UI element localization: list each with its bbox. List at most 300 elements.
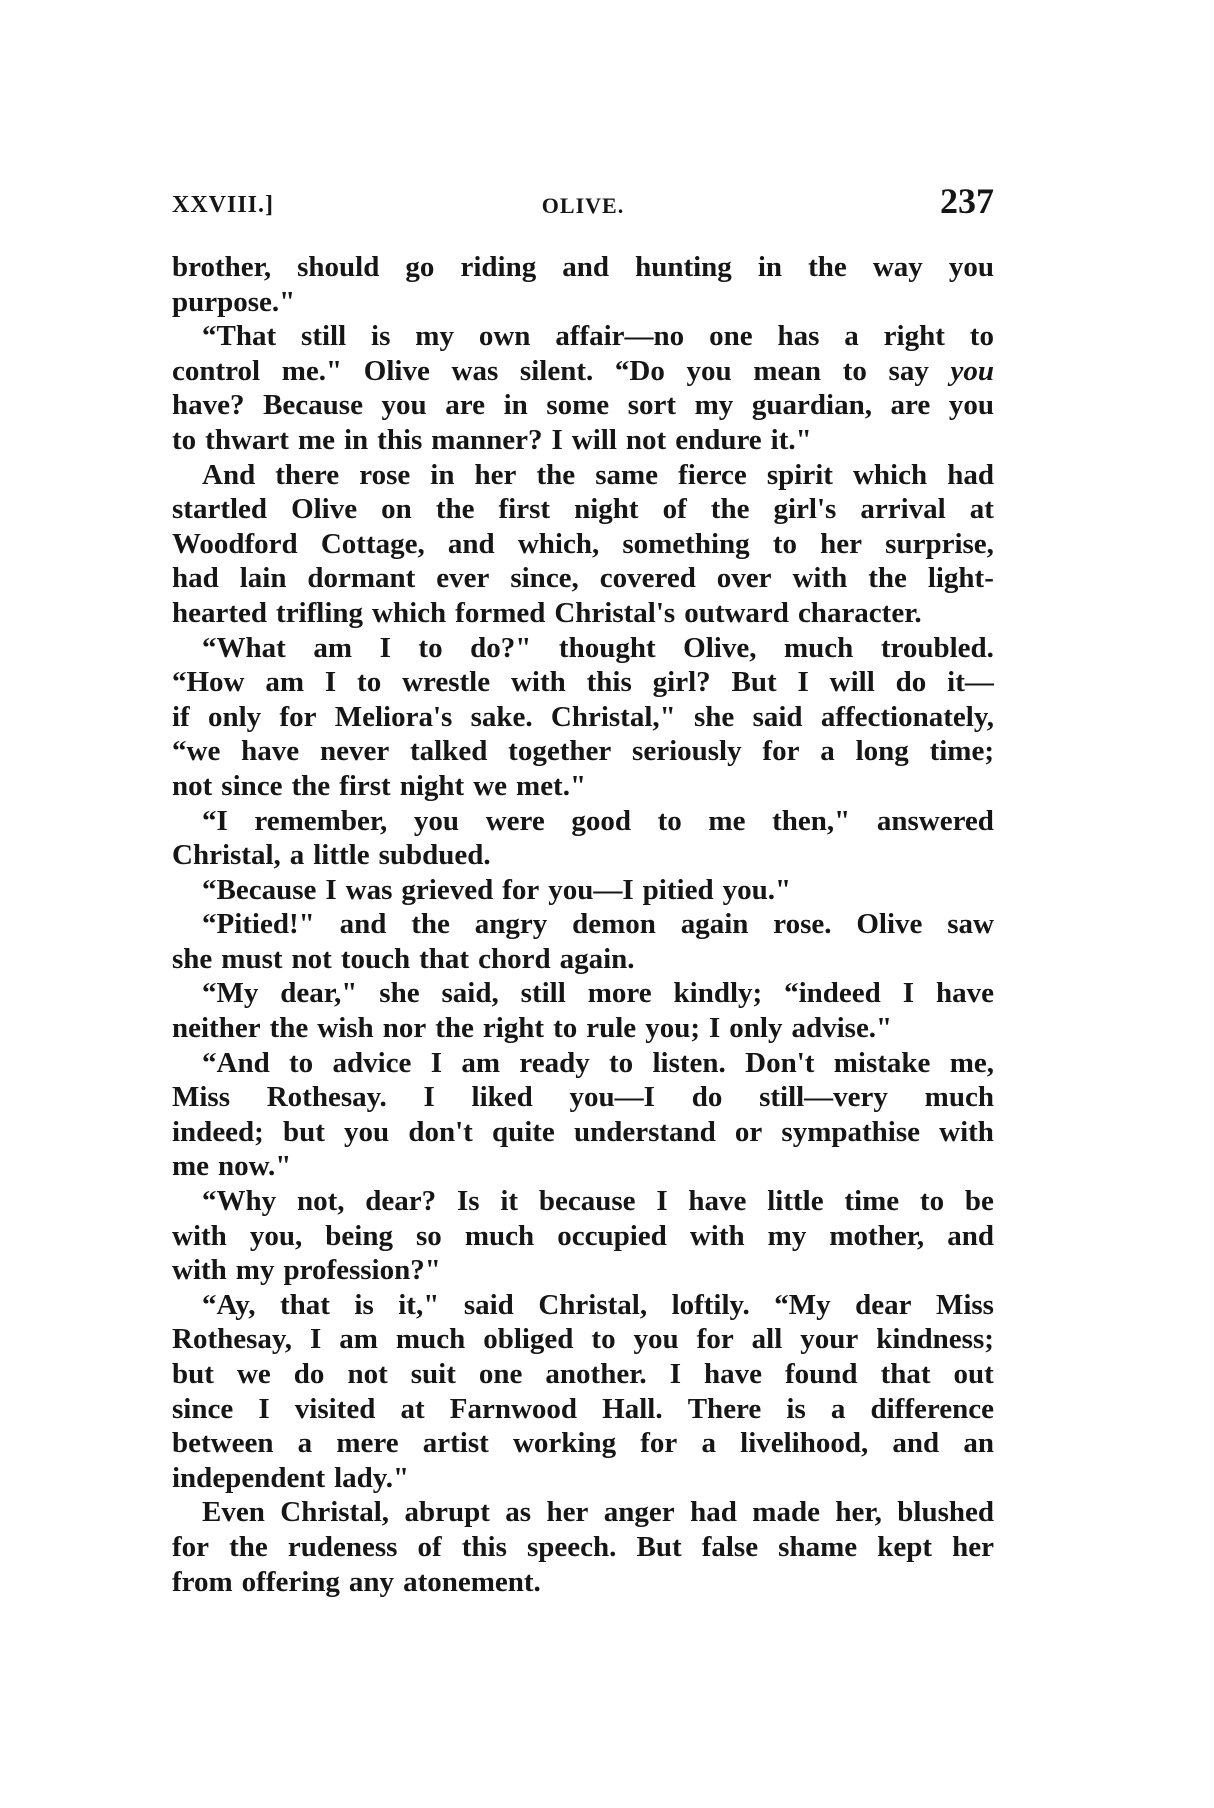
word: listen.: [652, 1046, 726, 1079]
text-line: [172, 1565, 994, 1600]
text-line: [172, 769, 994, 804]
word: not: [625, 423, 667, 456]
word: girl's: [773, 493, 837, 526]
word: much: [784, 631, 854, 664]
word: independent: [172, 1461, 326, 1494]
text-line: [172, 1149, 994, 1184]
word: in: [343, 423, 369, 456]
word: for: [502, 873, 540, 906]
word: it—: [947, 666, 994, 699]
word: profession?": [283, 1254, 441, 1287]
word: control: [172, 354, 261, 387]
word: Christal,: [538, 1288, 648, 1321]
word: trifling: [276, 596, 364, 629]
word: the: [536, 458, 576, 491]
word: “Pitied!": [202, 908, 315, 941]
text-line: [172, 1184, 994, 1219]
word: am: [313, 631, 353, 664]
word: remember,: [254, 804, 388, 837]
word: advice: [332, 1046, 412, 1079]
word: my: [694, 389, 734, 422]
word: sake.: [470, 700, 533, 733]
word: again.: [559, 942, 635, 975]
word: saw: [947, 908, 994, 941]
word: hunting: [635, 251, 732, 283]
text-line: [172, 1115, 994, 1150]
word: kept: [877, 1530, 932, 1563]
word: you: [381, 389, 427, 422]
word: there: [275, 458, 340, 491]
word: found: [785, 1358, 858, 1390]
text-line: [172, 804, 994, 839]
word: much: [464, 1219, 535, 1252]
text-line: [172, 942, 994, 977]
word: never: [319, 735, 390, 768]
word: demon: [572, 908, 656, 941]
word: liked: [471, 1081, 533, 1114]
word: you: [633, 1323, 679, 1356]
word: Miss: [935, 1288, 994, 1321]
word: I: [430, 1046, 443, 1079]
text-line: [172, 423, 994, 458]
word: Olive: [363, 354, 430, 387]
word: little: [767, 1185, 824, 1218]
word: do?": [470, 631, 532, 664]
word: rose.: [773, 908, 832, 941]
text-line: [172, 388, 994, 423]
text-line: [172, 354, 994, 389]
word: am: [339, 1323, 378, 1356]
word: wrestle: [402, 666, 491, 699]
word: said: [463, 1288, 514, 1321]
word: a: [820, 735, 835, 768]
word: Farnwood: [449, 1392, 578, 1425]
word: atonement.: [403, 1565, 541, 1598]
word: endure: [675, 423, 762, 456]
word: way: [872, 251, 923, 283]
running-head: [172, 178, 994, 222]
text-line: [172, 665, 994, 700]
word: have: [241, 735, 300, 768]
word: was: [451, 354, 499, 387]
word: to: [591, 1323, 616, 1356]
word: we: [236, 1358, 271, 1390]
word: she: [379, 977, 420, 1010]
word: the: [269, 1012, 309, 1045]
word: being: [325, 1219, 393, 1252]
word: to: [172, 423, 197, 456]
word: she: [694, 700, 735, 733]
word: “we: [172, 735, 221, 768]
word: have?: [172, 389, 245, 422]
word: “How: [172, 666, 245, 699]
word: Olive: [856, 908, 923, 941]
word: has: [777, 320, 820, 353]
word: girl?: [652, 666, 711, 699]
word: which: [852, 458, 928, 491]
word: mean: [753, 354, 822, 387]
word: for: [762, 735, 800, 768]
word: in: [503, 389, 528, 422]
word: you: [948, 389, 994, 422]
text-line: [172, 1219, 994, 1254]
word: I: [551, 423, 563, 456]
word: sympathise: [781, 1115, 920, 1148]
text-line: [172, 976, 994, 1011]
word: not: [291, 942, 332, 975]
word: spirit: [766, 458, 833, 491]
word: only: [207, 700, 262, 733]
word: since,: [510, 562, 579, 595]
word: a: [830, 1392, 846, 1425]
word: I: [325, 873, 337, 906]
word: to: [919, 1185, 945, 1218]
word: but: [282, 1115, 325, 1148]
word: you: [948, 251, 994, 283]
word: which,: [517, 527, 600, 560]
word: with: [510, 666, 566, 699]
page-number: 237: [940, 181, 994, 221]
word: loftily.: [671, 1288, 750, 1321]
word: abrupt: [404, 1496, 490, 1529]
word: “Why: [202, 1185, 277, 1218]
text-line: [172, 527, 994, 562]
word: as: [505, 1496, 532, 1529]
word: don't: [408, 1115, 473, 1148]
word: at: [969, 493, 994, 526]
word: thought: [558, 631, 656, 664]
word: rule: [586, 1012, 637, 1045]
word: first: [498, 493, 551, 526]
word: had: [947, 458, 994, 491]
word: But: [636, 1530, 682, 1563]
text-line: [172, 319, 994, 354]
word: surprise,: [885, 527, 994, 560]
text-line: [172, 1253, 994, 1288]
word: visited: [294, 1392, 376, 1425]
text-line: [172, 1080, 994, 1115]
word: you.": [722, 873, 792, 906]
word: her: [474, 458, 517, 491]
word: still: [301, 320, 347, 353]
word: her: [952, 1530, 994, 1563]
text-line: [172, 1357, 994, 1392]
word: dear: [855, 1288, 912, 1321]
word: “What: [202, 631, 286, 664]
word: kindly;: [673, 977, 763, 1010]
word: with: [172, 1219, 227, 1252]
word: I: [669, 1358, 681, 1390]
word: one: [478, 1358, 523, 1390]
word: “indeed: [784, 977, 881, 1010]
word: out: [953, 1358, 994, 1390]
word: Christal,: [172, 839, 281, 872]
word: difference: [870, 1392, 994, 1425]
word: it: [500, 1185, 519, 1218]
word: character.: [797, 596, 922, 629]
word: with: [689, 1219, 745, 1252]
word: which: [372, 596, 447, 629]
word: this: [586, 666, 632, 699]
word: night: [399, 769, 465, 802]
word: you: [950, 354, 994, 387]
word: should: [297, 251, 380, 283]
text-line: [172, 838, 994, 873]
word: offering: [241, 1565, 340, 1598]
word: I: [902, 977, 915, 1010]
word: Even: [202, 1496, 265, 1529]
word: Hall.: [602, 1392, 663, 1425]
word: that: [279, 1288, 330, 1321]
word: then,": [772, 804, 851, 837]
word: kindness;: [876, 1323, 994, 1356]
word: mistake: [833, 1046, 931, 1079]
word: me: [172, 1150, 210, 1183]
text-line: [172, 1530, 994, 1565]
word: pitied: [642, 873, 714, 906]
word: suit: [410, 1358, 456, 1390]
word: speech.: [526, 1530, 617, 1563]
text-line: [172, 1288, 994, 1323]
word: am: [461, 1046, 501, 1079]
word: I: [656, 1185, 668, 1218]
word: it,": [398, 1288, 440, 1321]
running-title: OLIVE.: [541, 193, 625, 218]
word: wish: [317, 1012, 374, 1045]
word: you—I: [569, 1081, 655, 1114]
word: arrival: [860, 493, 946, 526]
word: and: [447, 527, 495, 560]
word: the: [868, 562, 907, 595]
word: troubled.: [880, 631, 994, 664]
word: own: [478, 320, 531, 353]
word: affectionately,: [820, 700, 994, 733]
text-line: [172, 1046, 994, 1081]
word: talked: [410, 735, 488, 768]
word: if: [172, 700, 190, 733]
word: will: [571, 423, 617, 456]
word: Is: [456, 1185, 480, 1218]
word: blushed: [897, 1496, 994, 1529]
word: one: [709, 320, 753, 353]
word: “And: [202, 1046, 270, 1079]
word: have: [704, 1358, 762, 1390]
word: understand: [573, 1115, 716, 1148]
word: “Ay,: [202, 1288, 256, 1321]
word: is: [786, 1392, 806, 1425]
word: with: [792, 562, 848, 595]
word: Christal's: [554, 596, 676, 629]
word: covered: [599, 562, 696, 595]
word: you: [344, 1115, 390, 1148]
word: Cottage,: [320, 527, 425, 560]
text-line: [172, 1461, 994, 1496]
word: made: [752, 1496, 820, 1529]
word: to: [357, 666, 382, 699]
word: I: [379, 631, 391, 664]
word: much: [924, 1081, 994, 1114]
word: good: [571, 804, 631, 837]
word: since: [172, 1392, 234, 1425]
word: Olive,: [683, 631, 757, 664]
word: met.": [516, 769, 587, 802]
word: Rothesay.: [266, 1081, 387, 1114]
word: dormant: [307, 562, 416, 595]
word: do: [293, 1358, 325, 1390]
word: touch: [340, 942, 411, 975]
word: it.": [770, 423, 812, 456]
word: affair—no: [555, 320, 685, 353]
word: for: [696, 1323, 734, 1356]
word: same: [595, 458, 659, 491]
word: And: [202, 458, 256, 491]
word: so: [416, 1219, 442, 1252]
word: was: [345, 873, 393, 906]
word: a: [701, 1427, 716, 1460]
word: Christal,: [280, 1496, 390, 1529]
word: in: [757, 251, 783, 283]
word: and: [339, 908, 387, 941]
word: that: [880, 1358, 931, 1390]
word: “That: [202, 320, 277, 353]
word: you—I: [548, 873, 634, 906]
word: said: [752, 700, 803, 733]
word: outward: [684, 596, 789, 629]
word: still—very: [759, 1081, 888, 1114]
word: angry: [474, 908, 548, 941]
word: do: [691, 1081, 723, 1114]
word: Meliora's: [334, 700, 453, 733]
word: and: [892, 1427, 940, 1460]
word: working: [512, 1427, 617, 1460]
text-line: [172, 561, 994, 596]
word: had: [690, 1496, 737, 1529]
word: this: [377, 423, 423, 456]
word: said,: [441, 977, 499, 1010]
word: to: [553, 1012, 578, 1045]
word: say: [888, 354, 929, 387]
word: the: [710, 493, 750, 526]
text-line: [172, 873, 994, 908]
word: you: [686, 354, 732, 387]
word: still: [520, 977, 566, 1010]
word: livelihood,: [740, 1427, 869, 1460]
word: you;: [645, 1012, 700, 1045]
word: right: [482, 1012, 545, 1045]
word: the: [291, 769, 331, 802]
word: artist: [422, 1427, 489, 1460]
word: but: [172, 1358, 214, 1390]
word: I: [258, 1392, 270, 1425]
text-line: [172, 1392, 994, 1427]
word: brother,: [172, 251, 272, 283]
word: only: [729, 1012, 783, 1045]
word: to: [772, 527, 797, 560]
word: mere: [336, 1427, 399, 1460]
text-line: [172, 1322, 994, 1357]
word: silent.: [519, 354, 594, 387]
word: or: [734, 1115, 763, 1148]
text-line: [172, 596, 994, 631]
word: But: [731, 666, 777, 699]
word: night: [574, 493, 639, 526]
word: fierce: [678, 458, 747, 491]
word: hearted: [172, 596, 268, 629]
word: not,: [296, 1185, 345, 1218]
word: the: [808, 251, 847, 283]
word: that: [419, 942, 470, 975]
word: Because: [263, 389, 363, 422]
word: on: [381, 493, 412, 526]
word: we: [473, 769, 508, 802]
word: nor: [382, 1012, 427, 1045]
body-text: [172, 250, 994, 1599]
word: between: [172, 1427, 274, 1460]
word: to: [657, 804, 682, 837]
word: to: [289, 1046, 314, 1079]
word: the: [435, 493, 475, 526]
word: for: [279, 700, 317, 733]
word: this: [461, 1530, 507, 1563]
word: is: [354, 1288, 374, 1321]
word: seriously: [632, 735, 742, 768]
chapter-number: XXVIII.]: [172, 192, 275, 218]
word: quite: [491, 1115, 555, 1148]
text-line: [172, 631, 994, 666]
word: since: [221, 769, 283, 802]
word: “Do: [614, 354, 665, 387]
word: her: [546, 1496, 589, 1529]
word: startled: [172, 493, 268, 526]
word: in: [430, 458, 455, 491]
word: I: [423, 1081, 435, 1114]
word: another.: [545, 1358, 647, 1390]
word: I: [324, 666, 337, 699]
word: something: [622, 527, 750, 560]
word: some: [546, 389, 610, 422]
text-line: [172, 734, 994, 769]
word: lady.": [334, 1461, 410, 1494]
word: answered: [876, 804, 994, 837]
word: be: [964, 1185, 994, 1218]
word: of: [417, 1530, 442, 1563]
word: again: [680, 908, 749, 941]
word: for: [640, 1427, 678, 1460]
word: with: [172, 1254, 227, 1287]
word: any: [348, 1565, 395, 1598]
word: to: [842, 354, 867, 387]
word: are: [890, 389, 931, 422]
word: me.": [281, 354, 343, 387]
word: lain: [239, 562, 287, 595]
word: dear?: [365, 1185, 437, 1218]
word: you,: [249, 1219, 303, 1252]
word: me: [708, 804, 746, 837]
text-line: [172, 907, 994, 942]
word: shame: [778, 1530, 858, 1563]
word: dear,": [280, 977, 358, 1010]
word: she: [172, 942, 213, 975]
word: the: [435, 1012, 474, 1045]
word: you: [413, 804, 460, 837]
word: sort: [627, 389, 677, 422]
word: a: [297, 1427, 313, 1460]
word: Woodford: [172, 527, 298, 560]
word: over: [716, 562, 772, 595]
word: for: [172, 1530, 210, 1563]
word: do: [895, 666, 927, 699]
word: much: [395, 1323, 466, 1356]
